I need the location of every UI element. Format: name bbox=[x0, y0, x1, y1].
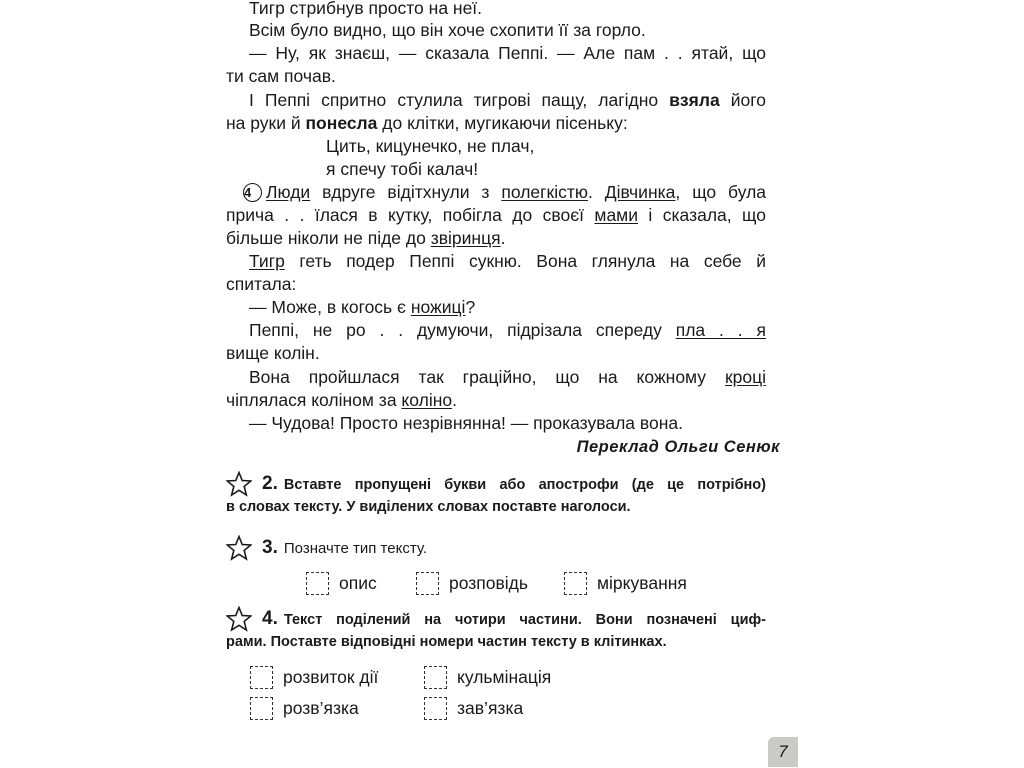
checkbox[interactable] bbox=[250, 697, 273, 720]
story-line: — Ну, як знаєш, — сказала Пеппі. — Але пам . . ятай, що bbox=[249, 43, 766, 63]
translation-credit: Переклад Ольги Сенюк bbox=[576, 438, 780, 456]
story-line: прича . . їлася в кутку, побігла до своєї мами і сказала, що bbox=[226, 205, 766, 225]
story-line: більше ніколи не піде до звіринця. bbox=[226, 228, 506, 248]
bold-word: взяла bbox=[669, 90, 720, 110]
task-2: 2. Вставте пропущені букви або апострофи (де це потрібно) bbox=[262, 473, 766, 494]
story-line: спитала: bbox=[226, 274, 297, 294]
checkbox[interactable] bbox=[416, 572, 439, 595]
story-line: 4 Люди вдруге відітхнули з полегкістю. Дівчинка, що була bbox=[244, 182, 767, 202]
task-4: 4. Текст поділений на чотири частини. Вони позначені циф- bbox=[262, 608, 766, 629]
task-2-line2: в словах тексту. У виділених словах поставте наголоси. bbox=[226, 499, 631, 515]
star-icon bbox=[226, 606, 252, 632]
checkbox[interactable] bbox=[564, 572, 587, 595]
story-line: на руки й понесла до клітки, мугикаючи пісеньку: bbox=[226, 113, 628, 133]
story-line: чіплялася коліном за коліно. bbox=[226, 390, 457, 410]
option-rozviazka[interactable]: розв’язка bbox=[250, 697, 359, 720]
song-line: я спечу тобі калач! bbox=[326, 159, 479, 179]
task-4-line2: рами. Поставте відповідні номери частин тексту в клітинках. bbox=[226, 634, 667, 650]
option-kulminatsiia[interactable]: кульмінація bbox=[424, 666, 551, 689]
story-line: — Може, в когось є ножиці? bbox=[249, 297, 476, 317]
option-zaviazka[interactable]: зав’язка bbox=[424, 697, 523, 720]
story-line: Тигр геть подер Пеппі сукню. Вона глянула на себе й bbox=[249, 251, 766, 271]
story-line: Пеппі, не ро . . думуючи, підрізала спереду пла . . я bbox=[249, 320, 766, 340]
bold-word: понесла bbox=[305, 113, 378, 133]
checkbox[interactable] bbox=[250, 666, 273, 689]
story-line: Тигр стрибнув просто на неї. bbox=[249, 0, 483, 18]
story-line: І Пеппі спритно стулила тигрові пащу, лагідно взяла його bbox=[249, 90, 767, 110]
task-3: 3. Позначте тип тексту. bbox=[262, 537, 428, 558]
story-line: вище колін. bbox=[226, 343, 320, 363]
option-rozpovid[interactable]: розповідь bbox=[416, 572, 528, 595]
option-opys[interactable]: опис bbox=[306, 572, 377, 595]
story-line: Всім було видно, що він хоче схопити її за горло. bbox=[249, 20, 646, 40]
option-rozvytok[interactable]: розвиток дії bbox=[250, 666, 378, 689]
part-number-badge: 4 bbox=[243, 183, 262, 202]
story-line: ти сам почав. bbox=[226, 66, 336, 86]
checkbox[interactable] bbox=[306, 572, 329, 595]
song-line: Цить, кицунечко, не плач, bbox=[326, 136, 535, 156]
option-mirkuvannia[interactable]: міркування bbox=[564, 572, 687, 595]
checkbox[interactable] bbox=[424, 697, 447, 720]
star-icon bbox=[226, 535, 252, 561]
star-icon bbox=[226, 471, 252, 497]
story-line: — Чудова! Просто незрівнянна! — проказувала вона. bbox=[249, 413, 683, 433]
page-number: 7 bbox=[768, 737, 798, 767]
checkbox[interactable] bbox=[424, 666, 447, 689]
story-line: Вона пройшлася так граційно, що на кожному кроці bbox=[249, 367, 766, 387]
